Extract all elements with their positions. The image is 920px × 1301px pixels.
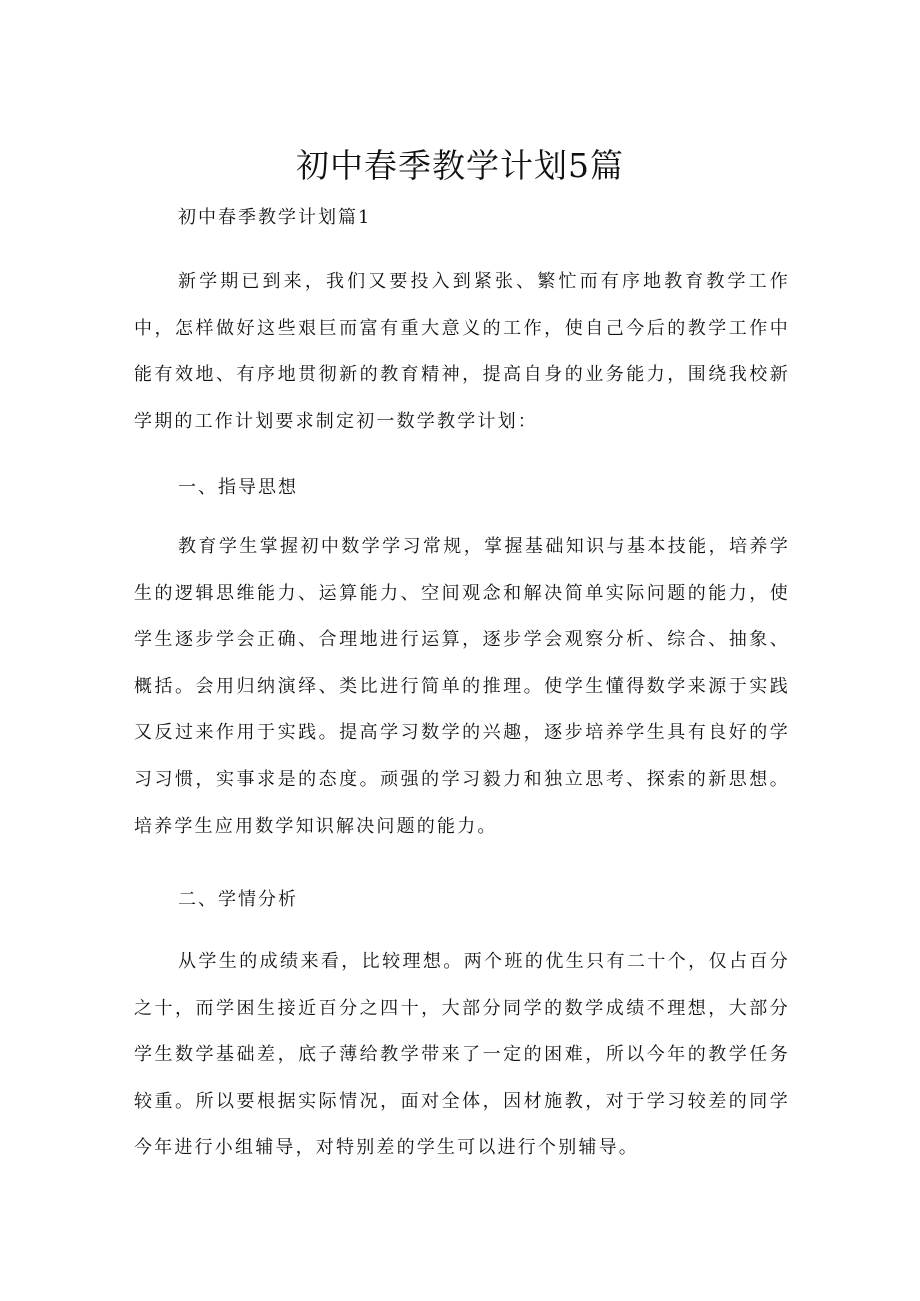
intro-paragraph: 新学期已到来，我们又要投入到紧张、繁忙而有序地教育教学工作中，怎样做好这些艰巨而富有重大意义的工作，使自己今后的教学工作中能有效地、有序地贯彻新的教育精神，提高自身的业务能力，围绕我校新学期的工作计划要求制定初一数学教学计划：	[134, 271, 790, 432]
student-analysis-paragraph: 从学生的成绩来看，比较理想。两个班的优生只有二十个，仅占百分之十，而学困生接近百分之四十，大部分同学的数学成绩不理想，大部分学生数学基础差，底子薄给教学带来了一定的困难，所以今年的教学任务较重。所以要根据实际情况，面对全体，因材施教，对于学习较差的同学今年进行小组辅导，对特别差的学生可以进行个别辅导。	[134, 951, 790, 1159]
document-title: 初中春季教学计划5篇	[296, 146, 624, 185]
section-heading-student-analysis: 二、学情分析	[178, 889, 298, 910]
section-heading-guiding-thought: 一、指导思想	[178, 477, 298, 498]
document-subtitle: 初中春季教学计划篇1	[178, 207, 372, 228]
guiding-thought-paragraph: 教育学生掌握初中数学学习常规，掌握基础知识与基本技能，培养学生的逻辑思维能力、运算能力、空间观念和解决简单实际问题的能力，使学生逐步学会正确、合理地进行运算，逐步学会观察分析、综合、抽象、概括。会用归纳演绎、类比进行简单的推理。使学生懂得数学来源于实践又反过来作用于实践。提高学习数学的兴趣，逐步培养学生具有良好的学习习惯，实事求是的态度。顽强的学习毅力和独立思考、探索的新思想。培养学生应用数学知识解决问题的能力。	[134, 536, 790, 837]
